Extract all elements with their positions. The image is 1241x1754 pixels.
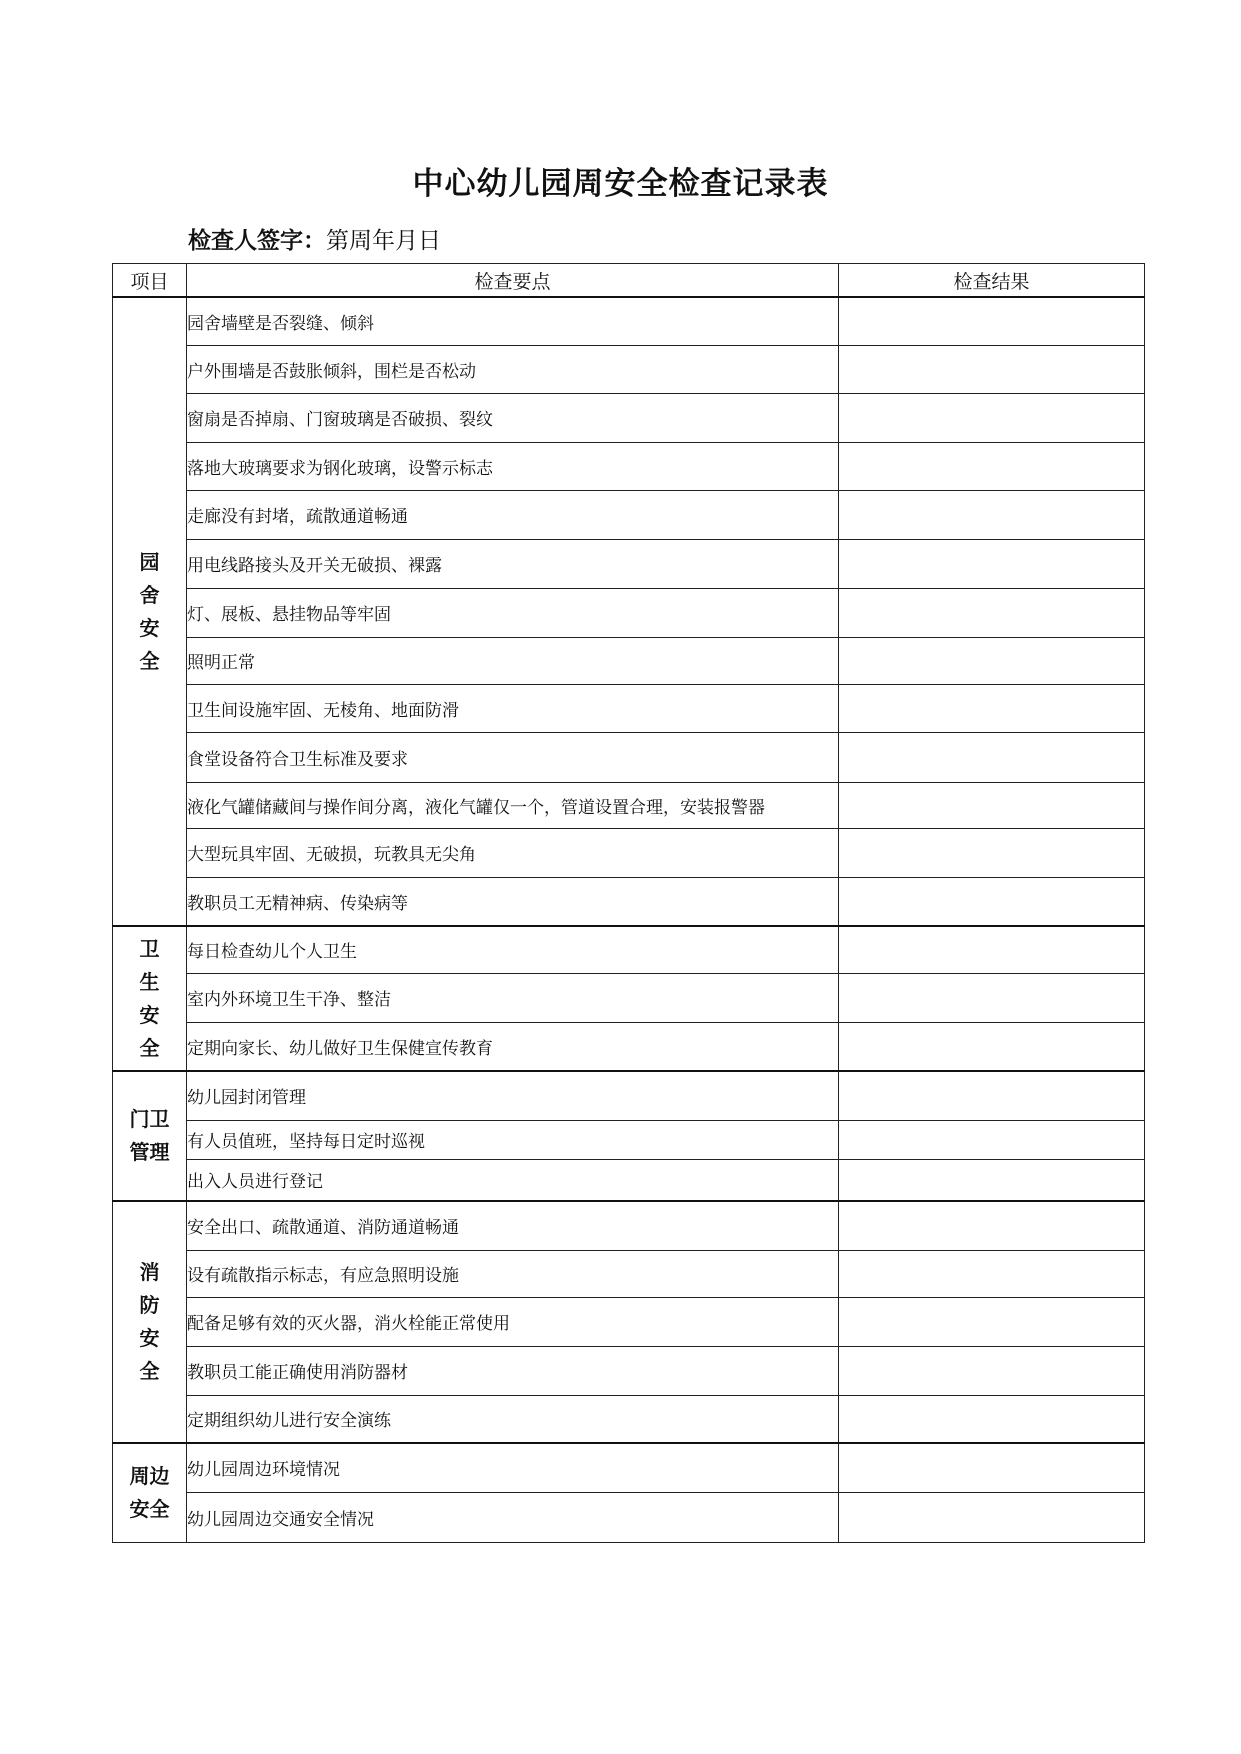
check-point-cell: 教职员工无精神病、传染病等 <box>187 877 839 926</box>
table-row <box>113 926 1145 973</box>
table-row <box>113 1120 1145 1159</box>
table-row <box>113 877 1145 926</box>
check-result-cell[interactable] <box>839 1346 1145 1395</box>
check-result-cell[interactable] <box>839 1395 1145 1443</box>
table-row <box>113 490 1145 539</box>
check-result-cell[interactable] <box>839 442 1145 490</box>
table-row <box>113 1071 1145 1120</box>
category-cell: 门卫 管理 <box>113 1071 187 1201</box>
check-point-cell: 落地大玻璃要求为钢化玻璃，设警示标志 <box>187 442 839 490</box>
inspection-table <box>112 263 1145 1543</box>
check-point-cell: 配备足够有效的灭火器，消火栓能正常使用 <box>187 1297 839 1346</box>
table-row <box>113 1022 1145 1071</box>
inspector-signature-label: 检查人签字： <box>188 228 326 254</box>
check-point-cell: 幼儿园周边交通安全情况 <box>187 1492 839 1542</box>
table-row <box>113 539 1145 588</box>
check-result-cell[interactable] <box>839 1071 1145 1120</box>
check-result-cell[interactable] <box>839 828 1145 877</box>
check-result-cell[interactable] <box>839 877 1145 926</box>
check-result-cell[interactable] <box>839 297 1145 345</box>
table-row <box>113 1250 1145 1297</box>
date-week-field[interactable]: 第周年月日 <box>326 228 441 254</box>
check-result-cell[interactable] <box>839 1443 1145 1492</box>
table-row <box>113 442 1145 490</box>
check-point-cell: 窗扇是否掉扇、门窗玻璃是否破损、裂纹 <box>187 393 839 442</box>
check-point-cell: 定期向家长、幼儿做好卫生保健宣传教育 <box>187 1022 839 1071</box>
table-row <box>113 828 1145 877</box>
check-result-cell[interactable] <box>839 490 1145 539</box>
check-point-cell: 定期组织幼儿进行安全演练 <box>187 1395 839 1443</box>
table-row <box>113 1395 1145 1443</box>
check-result-cell[interactable] <box>839 926 1145 973</box>
check-result-cell[interactable] <box>839 1250 1145 1297</box>
check-point-cell: 大型玩具牢固、无破损，玩教具无尖角 <box>187 828 839 877</box>
check-result-cell[interactable] <box>839 684 1145 732</box>
check-result-cell[interactable] <box>839 782 1145 828</box>
check-point-cell: 有人员值班，坚持每日定时巡视 <box>187 1120 839 1159</box>
table-row <box>113 1492 1145 1542</box>
table-row <box>113 1201 1145 1250</box>
check-result-cell[interactable] <box>839 345 1145 393</box>
check-point-cell: 户外围墙是否鼓胀倾斜，围栏是否松动 <box>187 345 839 393</box>
table-row <box>113 345 1145 393</box>
check-point-cell: 设有疏散指示标志，有应急照明设施 <box>187 1250 839 1297</box>
check-point-cell: 灯、展板、悬挂物品等牢固 <box>187 588 839 637</box>
check-point-cell: 液化气罐储藏间与操作间分离，液化气罐仅一个，管道设置合理，安装报警器 <box>187 782 839 828</box>
check-point-cell: 出入人员进行登记 <box>187 1159 839 1201</box>
category-cell: 周边 安全 <box>113 1443 187 1542</box>
check-point-cell: 室内外环境卫生干净、整洁 <box>187 973 839 1022</box>
table-row <box>113 684 1145 732</box>
check-result-cell[interactable] <box>839 1201 1145 1250</box>
check-result-cell[interactable] <box>839 539 1145 588</box>
check-point-cell: 照明正常 <box>187 637 839 684</box>
check-point-cell: 幼儿园封闭管理 <box>187 1071 839 1120</box>
table-row <box>113 732 1145 782</box>
check-point-cell: 教职员工能正确使用消防器材 <box>187 1346 839 1395</box>
check-point-cell: 园舍墙壁是否裂缝、倾斜 <box>187 297 839 345</box>
table-row <box>113 1297 1145 1346</box>
check-result-cell[interactable] <box>839 1297 1145 1346</box>
category-cell: 消 防 安 全 <box>113 1201 187 1443</box>
table-body <box>113 297 1145 1542</box>
header-points: 检查要点 <box>187 264 839 298</box>
check-point-cell: 幼儿园周边环境情况 <box>187 1443 839 1492</box>
table-row <box>113 637 1145 684</box>
check-point-cell: 卫生间设施牢固、无棱角、地面防滑 <box>187 684 839 732</box>
check-result-cell[interactable] <box>839 588 1145 637</box>
check-result-cell[interactable] <box>839 1120 1145 1159</box>
check-point-cell: 每日检查幼儿个人卫生 <box>187 926 839 973</box>
table-row <box>113 1346 1145 1395</box>
check-result-cell[interactable] <box>839 1492 1145 1542</box>
header-item: 项目 <box>113 264 187 298</box>
category-cell: 卫 生 安 全 <box>113 926 187 1071</box>
check-point-cell: 安全出口、疏散通道、消防通道畅通 <box>187 1201 839 1250</box>
table-row <box>113 297 1145 345</box>
check-result-cell[interactable] <box>839 1159 1145 1201</box>
check-result-cell[interactable] <box>839 732 1145 782</box>
inspector-signature-line <box>188 222 441 255</box>
category-cell: 园 舍 安 全 <box>113 297 187 926</box>
header-result: 检查结果 <box>839 264 1145 298</box>
table-row <box>113 393 1145 442</box>
check-result-cell[interactable] <box>839 973 1145 1022</box>
check-result-cell[interactable] <box>839 1022 1145 1071</box>
check-point-cell: 用电线路接头及开关无破损、裸露 <box>187 539 839 588</box>
table-row <box>113 782 1145 828</box>
table-row <box>113 588 1145 637</box>
table-row <box>113 1443 1145 1492</box>
table-row <box>113 973 1145 1022</box>
check-result-cell[interactable] <box>839 637 1145 684</box>
check-result-cell[interactable] <box>839 393 1145 442</box>
check-point-cell: 食堂设备符合卫生标准及要求 <box>187 732 839 782</box>
check-point-cell: 走廊没有封堵，疏散通道畅通 <box>187 490 839 539</box>
table-row <box>113 1159 1145 1201</box>
page-title: 中心幼儿园周安全检查记录表 <box>412 166 829 202</box>
table-header-row <box>113 264 1145 298</box>
